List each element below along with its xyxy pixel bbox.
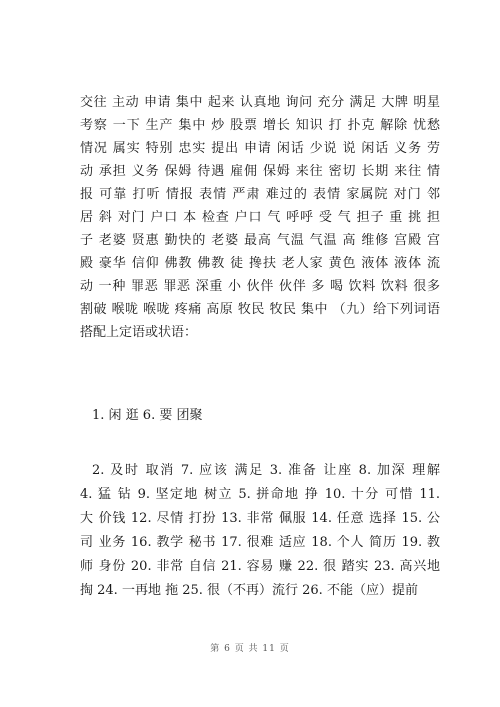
answer-line: 司 业务 16. 教学 秘书 17. 很难 适应 18. 个人 简历 19. 教 <box>80 535 440 550</box>
text-line: 报 可靠 打听 情报 表情 严肃 难过的 表情 家属院 对门 邻 <box>80 187 440 202</box>
text-line: 搭配上定语或状语： <box>80 325 198 340</box>
text-line: 居 斜 对门 户口 本 检查 户口 气 呼呼 受 气 担子 重 挑 担 <box>80 210 440 225</box>
answer-line: 掏 24. 一再地 拖 25. 很（不再）流行 26. 不能（应）提前 <box>80 583 418 598</box>
answer-line: 2. 及时 取消 7. 应该 满足 3. 准备 让座 8. 加深 理解 <box>92 463 440 478</box>
text-line: 动 一种 罪恶 罪恶 深重 小 伙伴 伙伴 多 喝 饮料 饮料 很多 <box>80 279 440 294</box>
text-line: 情况 属实 特别 忠实 提出 申请 闲话 少说 说 闲话 义务 劳 <box>80 141 440 156</box>
answer-line: 师 身份 20. 非常 自信 21. 容易 赚 22. 很 踏实 23. 高兴地 <box>80 559 440 574</box>
answer-line: 大 价钱 12. 尽情 打扮 13. 非常 佩服 14. 任意 选择 15. 公 <box>80 511 440 526</box>
text-line: 子 老婆 贤惠 勤快的 老婆 最高 气温 气温 高 维修 宫殿 宫 <box>80 233 440 248</box>
text-line: 考察 一下 生产 集中 炒 股票 增长 知识 打 扑克 解除 忧愁 <box>80 118 440 133</box>
text-line: 割破 喉咙 喉咙 疼痛 高原 牧民 牧民 集中 （九）给下列词语 <box>80 302 440 317</box>
text-line: 殿 豪华 信仰 佛教 佛教 徒 搀扶 老人家 黄色 液体 液体 流 <box>80 256 440 271</box>
answer-line: 4. 猛 钻 9. 坚定地 树立 5. 拼命地 挣 10. 十分 可惜 11. <box>80 487 440 502</box>
text-line: 交往 主动 申请 集中 起来 认真地 询问 充分 满足 大牌 明星 <box>80 95 440 110</box>
page-number: 第 6 页 共 11 页 <box>210 644 290 654</box>
text-line: 动 承担 义务 保姆 待遇 雇佣 保姆 来往 密切 长期 来往 情 <box>80 164 440 179</box>
answer-line: 1. 闲 逛 6. 要 团聚 <box>92 408 203 423</box>
